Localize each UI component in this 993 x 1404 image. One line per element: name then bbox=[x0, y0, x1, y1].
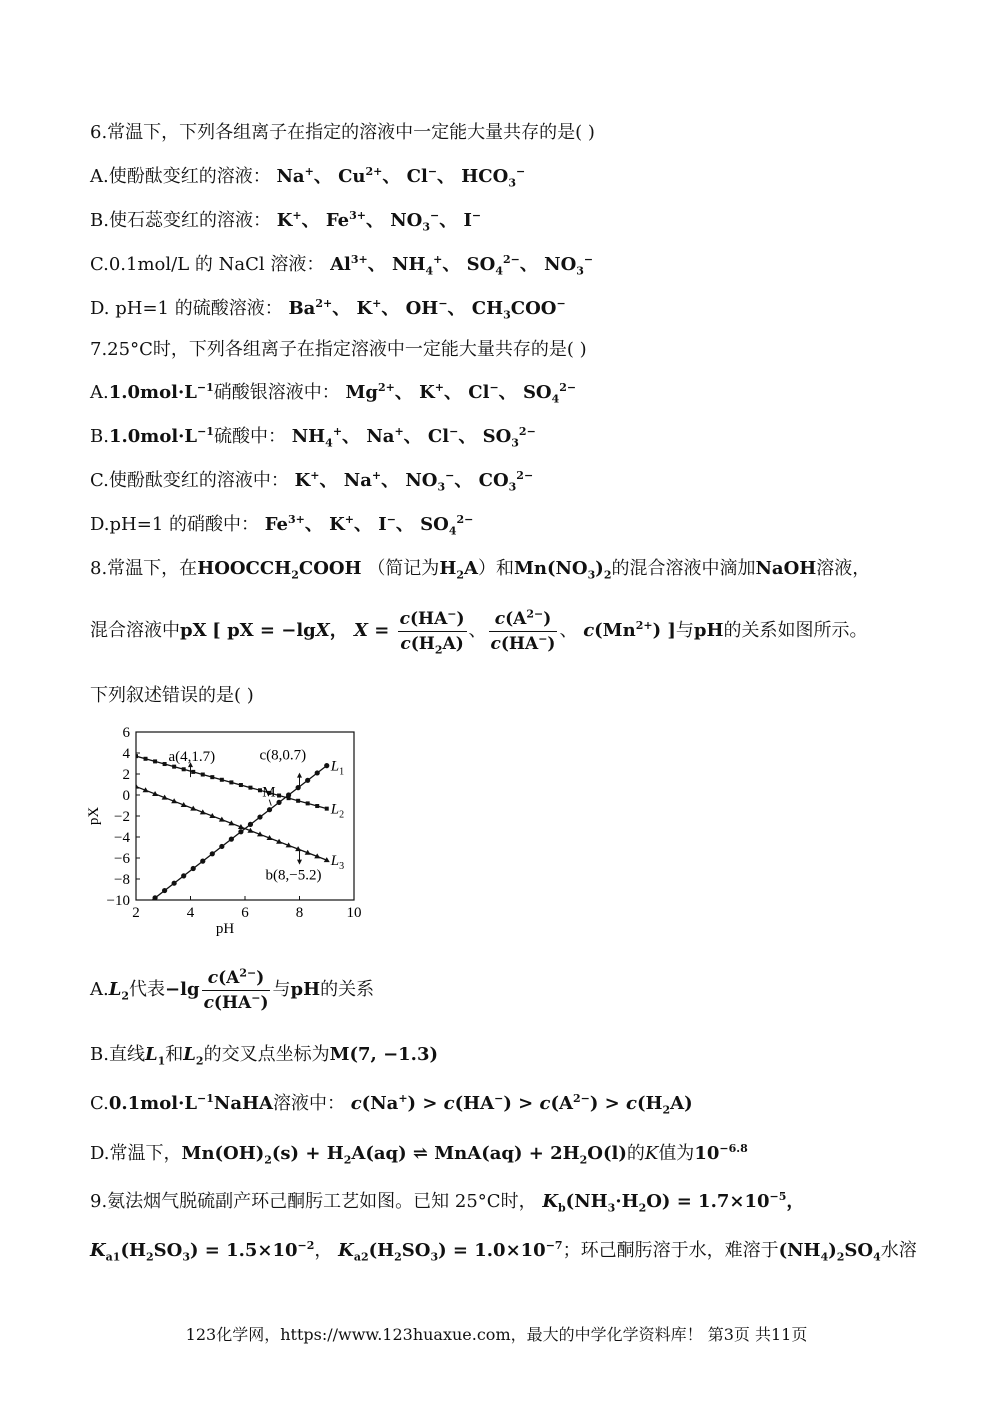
x-tick-label: 10 bbox=[346, 905, 362, 921]
q7-a-ions: $Mg^{2+}$、 K+、 Cl−、 $SO_4^{2-}$ bbox=[345, 381, 577, 406]
x-tick-label: 4 bbox=[186, 905, 195, 921]
x-axis-label: pH bbox=[215, 921, 235, 937]
annotation-arrowhead bbox=[297, 773, 302, 778]
q8-a-label: A. bbox=[90, 979, 109, 1000]
series-group bbox=[133, 754, 330, 912]
q7-a-label: A. bbox=[90, 382, 109, 403]
x-tick-label: 8 bbox=[295, 905, 304, 921]
point-L2 bbox=[153, 759, 157, 763]
q8-a-frac: $\frac{c(A^{2-})}{c(HA^-)}$ bbox=[203, 965, 269, 1013]
q8-d-label: D.常温下， bbox=[90, 1143, 182, 1164]
point-L1 bbox=[248, 822, 253, 827]
q7-a-text: 硝酸银溶液中： bbox=[213, 382, 340, 403]
point-L1 bbox=[315, 770, 320, 775]
series-label-L3: $L_3$ bbox=[330, 853, 345, 873]
point-L2 bbox=[248, 786, 252, 790]
point-L2 bbox=[306, 801, 310, 805]
y-tick-label: 4 bbox=[122, 746, 130, 762]
q8-a-text: 代表 bbox=[129, 979, 166, 1000]
q8-mn-nitrate: $Mn(NO_3)_2$ bbox=[513, 558, 612, 582]
q8-option-a bbox=[90, 960, 374, 1020]
q7-option-c bbox=[90, 468, 533, 494]
point-L2 bbox=[134, 754, 138, 758]
q8-def-c: 的关系如图所示。 bbox=[723, 620, 868, 641]
point-L1 bbox=[324, 763, 329, 768]
page-footer: 123化学网，https://www.123huaxue.com，最大的中学化学资料库！ 第3页 共11页 bbox=[185, 1325, 808, 1344]
q7-option-a bbox=[90, 380, 576, 406]
q8-acid: $HOOCCH_2COOH$ bbox=[197, 558, 362, 582]
point-L2 bbox=[144, 757, 148, 761]
q9-ka1: $K_{a1}(H_2SO_3) = 1.5\times 10^{-2}$ bbox=[90, 1239, 315, 1264]
y-tick-label: −6 bbox=[114, 851, 130, 867]
point-L2 bbox=[201, 773, 205, 777]
point-L2 bbox=[220, 778, 224, 782]
q8-stem bbox=[90, 556, 870, 582]
q9-line1 bbox=[90, 1189, 804, 1215]
q8-option-d bbox=[90, 1141, 748, 1167]
q8-b-l2: $L_2$ bbox=[183, 1044, 204, 1068]
q7-d-ions: $Fe^{3+}$、 K+、 I−、 $SO_4^{2-}$ bbox=[264, 513, 474, 538]
q8-cmn: $c(Mn^{2+})$ ] bbox=[583, 619, 676, 641]
q6-a-ions: Na+、 $Cu^{2+}$、 Cl−、 $HCO_3^-$ bbox=[276, 165, 526, 190]
q8-c-text: 溶液中： bbox=[272, 1093, 345, 1114]
y-tick-label: −4 bbox=[114, 830, 130, 846]
x-tick-label: 6 bbox=[241, 905, 249, 921]
q6-b-ions: K+、 $Fe^{3+}$、 $NO_3^-$、 I− bbox=[276, 209, 482, 234]
q8-a-l2: $L_2$ bbox=[108, 979, 130, 1003]
point-L1 bbox=[210, 851, 215, 856]
point-L1 bbox=[172, 881, 177, 886]
q7-option-d bbox=[90, 512, 473, 538]
q8-b-text: 的交叉点坐标为 bbox=[203, 1044, 330, 1065]
y-axis-label: pX bbox=[86, 806, 102, 826]
q8-a-end: 的关系 bbox=[320, 979, 375, 1000]
point-L1 bbox=[181, 873, 186, 878]
point-L1 bbox=[276, 800, 281, 805]
x-tick-label: 2 bbox=[132, 905, 140, 921]
q8-stem-b: （简记为 bbox=[367, 558, 440, 579]
q8-d-text: 的 bbox=[626, 1143, 645, 1164]
q7-b-text: 硫酸中： bbox=[213, 426, 286, 447]
point-L1 bbox=[191, 866, 196, 871]
q6-option-a bbox=[90, 164, 525, 190]
chart-series bbox=[133, 754, 344, 912]
q6-option-c bbox=[90, 252, 593, 278]
q8-def-a: 混合溶液中 bbox=[90, 620, 180, 641]
q7-c-text: C.使酚酞变红的溶液中： bbox=[90, 470, 289, 491]
q7-b-ions: $NH_4^+$、 Na+、 Cl−、 $SO_3^{2-}$ bbox=[291, 425, 536, 450]
q6-option-d bbox=[90, 296, 566, 322]
q9-ammsulfate: $(NH_4)_2SO_4$ bbox=[778, 1240, 881, 1264]
point-L1 bbox=[238, 829, 243, 834]
q8-stem-e: 溶液， bbox=[816, 558, 871, 579]
chart-axes bbox=[86, 725, 362, 937]
q8-option-c bbox=[90, 1091, 693, 1117]
q8-a-lg: −lg bbox=[165, 979, 200, 1000]
q8-b-coord: M(7, −1.3) bbox=[329, 1044, 438, 1065]
series-label-L2: $L_2$ bbox=[330, 801, 345, 821]
q7-option-b bbox=[90, 424, 536, 450]
q9-line2: $K_{a1}(H_2SO_3) = 1.5\times 10^{-2}$， $K_{a2}(H_2SO_3) = 1.0\times 10^{-7}$；环己酮肟溶于水，难溶于$(NH_4)_2SO_4$水溶 bbox=[90, 1239, 917, 1264]
point-L3 bbox=[133, 784, 139, 789]
q8-c-label: C. bbox=[90, 1093, 109, 1114]
q8-px-def: [ pX = −lgX， X = bbox=[212, 620, 396, 641]
q8-frac-2: $\frac{c(A^{2-})}{c(HA^-)}$ bbox=[490, 606, 556, 654]
q9-kb: $K_b(NH_3\cdot H_2O) = 1.7\times 10^{-5}$， bbox=[542, 1190, 805, 1215]
q8-a-post: 与 bbox=[272, 979, 291, 1000]
q8-frac-1: $\frac{c(HA^-)}{c(H_2A)}$ bbox=[399, 606, 465, 656]
q6-a-text: A.使酚酞变红的溶液： bbox=[90, 166, 271, 187]
y-tick-label: −2 bbox=[114, 809, 130, 825]
point-L2 bbox=[229, 780, 233, 784]
q8-b-label: B.直线 bbox=[90, 1044, 145, 1065]
q8-c-ineq: $c(Na^+) > c(HA^-) > c(A^{2-}) > c(H_2A)$ bbox=[350, 1092, 693, 1117]
y-tick-label: −10 bbox=[106, 893, 130, 909]
point-L2 bbox=[182, 767, 186, 771]
q9-end: 水溶 bbox=[880, 1240, 917, 1261]
y-tick-label: 0 bbox=[122, 788, 130, 804]
point-L2 bbox=[191, 770, 195, 774]
q8-ask: 下列叙述错误的是( ) bbox=[90, 685, 254, 706]
q8-d-post: 值为 bbox=[658, 1143, 695, 1164]
series-label-L1: $L_1$ bbox=[330, 758, 345, 778]
q8-a-ph: pH bbox=[290, 979, 321, 1000]
q8-d-k: K bbox=[644, 1143, 659, 1164]
y-tick-label: 2 bbox=[122, 767, 130, 783]
q7-b-label: B. bbox=[90, 426, 109, 447]
q9-text: 9.氨法烟气脱硫副产环己酮肟工艺如图。已知 25°C时， bbox=[90, 1191, 537, 1212]
q8-c-conc: $0.1mol\cdot L^{-1}NaHA$ bbox=[108, 1092, 273, 1114]
point-L1 bbox=[219, 844, 224, 849]
q7-d-text: D.pH=1 的硝酸中： bbox=[90, 514, 259, 535]
point-L2 bbox=[315, 804, 319, 808]
chart-annotations bbox=[169, 748, 322, 884]
q9-mid: ；环己酮肟溶于水，难溶于 bbox=[562, 1240, 779, 1261]
point-L2 bbox=[325, 807, 329, 811]
q9-ka2: $K_{a2}(H_2SO_3) = 1.0\times 10^{-7}$ bbox=[338, 1239, 563, 1264]
y-tick-label: −8 bbox=[114, 872, 130, 888]
annotation-label: b(8,−5.2) bbox=[265, 867, 322, 884]
q8-px: pX bbox=[180, 620, 207, 641]
q6-option-b bbox=[90, 208, 481, 234]
q7-a-conc: $1.0mol\cdot L^{-1}$ bbox=[108, 381, 214, 403]
q8-b-and: 和 bbox=[165, 1044, 184, 1065]
q8-naoh: NaOH bbox=[755, 558, 817, 579]
point-L2 bbox=[287, 796, 291, 800]
annotation-label: M bbox=[262, 784, 276, 801]
point-L1 bbox=[200, 859, 205, 864]
point-L1 bbox=[229, 837, 234, 842]
q8-ph: pH bbox=[693, 620, 724, 641]
q6-d-ions: $Ba^{2+}$、 K+、 OH−、 $CH_3COO^-$ bbox=[288, 297, 566, 322]
point-L2 bbox=[210, 775, 214, 779]
q8-definition: 混合溶液中pX [ pX = −lgX， X = $\frac{c(HA^-)}{c(H_2A)}$ 、 $\frac{c(A^{2-})}{c(HA^-)}$ 、 $c(Mn^{2+})$ ]与pH的关系如图所示。 bbox=[90, 606, 868, 656]
q7-c-ions: K+、 Na+、 $NO_3^-$、 $CO_3^{2-}$ bbox=[294, 469, 534, 494]
q8-option-b bbox=[90, 1042, 438, 1068]
q8-stem-a: 8.常温下，在 bbox=[90, 558, 198, 579]
q7-stem: 7.25°C时，下列各组离子在指定溶液中一定能大量共存的是( ) bbox=[90, 339, 587, 360]
annotation-label: a(4,1.7) bbox=[168, 749, 216, 766]
point-L2 bbox=[239, 783, 243, 787]
point-L2 bbox=[172, 765, 176, 769]
q8-stem-d: 的混合溶液中滴加 bbox=[611, 558, 756, 579]
q7-b-conc: $1.0mol\cdot L^{-1}$ bbox=[108, 425, 214, 447]
point-L1 bbox=[267, 807, 272, 812]
q8-def-b: 与 bbox=[675, 620, 694, 641]
point-L2 bbox=[163, 762, 167, 766]
q6-stem: 6.常温下，下列各组离子在指定的溶液中一定能大量共存的是( ) bbox=[90, 122, 595, 143]
q6-c-ions: $Al^{3+}$、 $NH_4^+$、 $SO_4^{2-}$、 $NO_3^-$ bbox=[330, 253, 594, 278]
point-L2 bbox=[277, 794, 281, 798]
annotation-label: c(8,0.7) bbox=[259, 747, 307, 764]
q6-b-text: B.使石蕊变红的溶液： bbox=[90, 210, 271, 231]
annotation-arrowhead bbox=[297, 860, 302, 865]
point-L1 bbox=[152, 895, 157, 900]
q8-stem-c: ）和 bbox=[477, 558, 514, 579]
q8-d-value: $10^{-6.8}$ bbox=[694, 1142, 748, 1164]
q8-d-eq: $Mn(OH)_2(s) + H_2A(aq)$ ⇌ $MnA(aq) + 2H_2O(l)$ bbox=[181, 1143, 627, 1167]
point-L1 bbox=[257, 814, 262, 819]
px-ph-chart bbox=[82, 718, 382, 948]
point-L1 bbox=[162, 888, 167, 893]
q8-b-l1: $L_1$ bbox=[144, 1044, 166, 1068]
y-tick-label: 6 bbox=[122, 725, 130, 741]
q6-d-text: D. pH=1 的硫酸溶液： bbox=[90, 298, 283, 319]
q6-c-text: C.0.1mol/L 的 NaCl 溶液： bbox=[90, 254, 325, 275]
q8-h2a: $H_2A$ bbox=[439, 558, 478, 582]
point-L2 bbox=[296, 799, 300, 803]
point-L1 bbox=[305, 778, 310, 783]
